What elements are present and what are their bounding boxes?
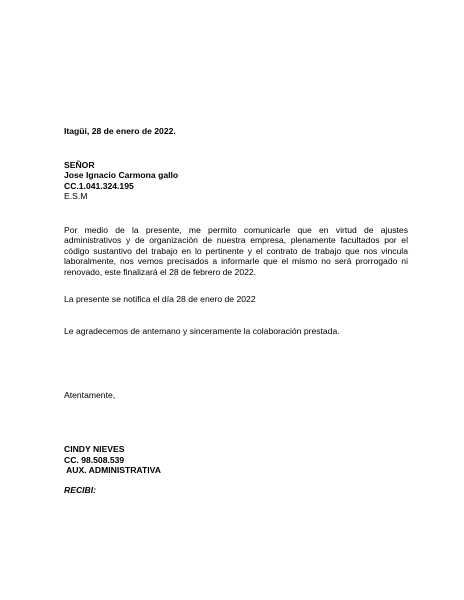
signature-id: CC. 98.508.539 [64,455,125,465]
signature-name: CINDY NIEVES [64,444,125,454]
recipient-title: SEÑOR [64,160,95,170]
recipient-id: CC.1.041.324.195 [64,181,134,191]
body-paragraph-2: La presente se notifica el día 28 de enero de 2022 [64,294,256,304]
date-line: Itagüi, 28 de enero de 2022. [64,126,176,136]
closing-salutation: Atentamente, [64,390,116,400]
body-paragraph-3: Le agradecemos de antemano y sinceramente la colaboración prestada. [64,326,340,336]
signature-role: AUX. ADMINISTRATIVA [64,465,161,475]
recipient-esm: E.S.M [64,191,88,201]
received-label: RECIBI: [64,485,96,495]
recipient-name: Jose Ignacio Carmona gallo [64,170,179,180]
body-paragraph-1: Por medio de la presente, me permito comunicarle que en virtud de ajustes administrativos y de organización de nuestra empresa, plenamente facultados por el código sustantivo del trabajo en lo pertinente y el contrato de trabajo que nos vincula laboralmente, nos vemos precisados a informarle que el mismo no será prorrogado ni renovado, este finalizará el 28 de febrero de 2022. [64,225,408,277]
